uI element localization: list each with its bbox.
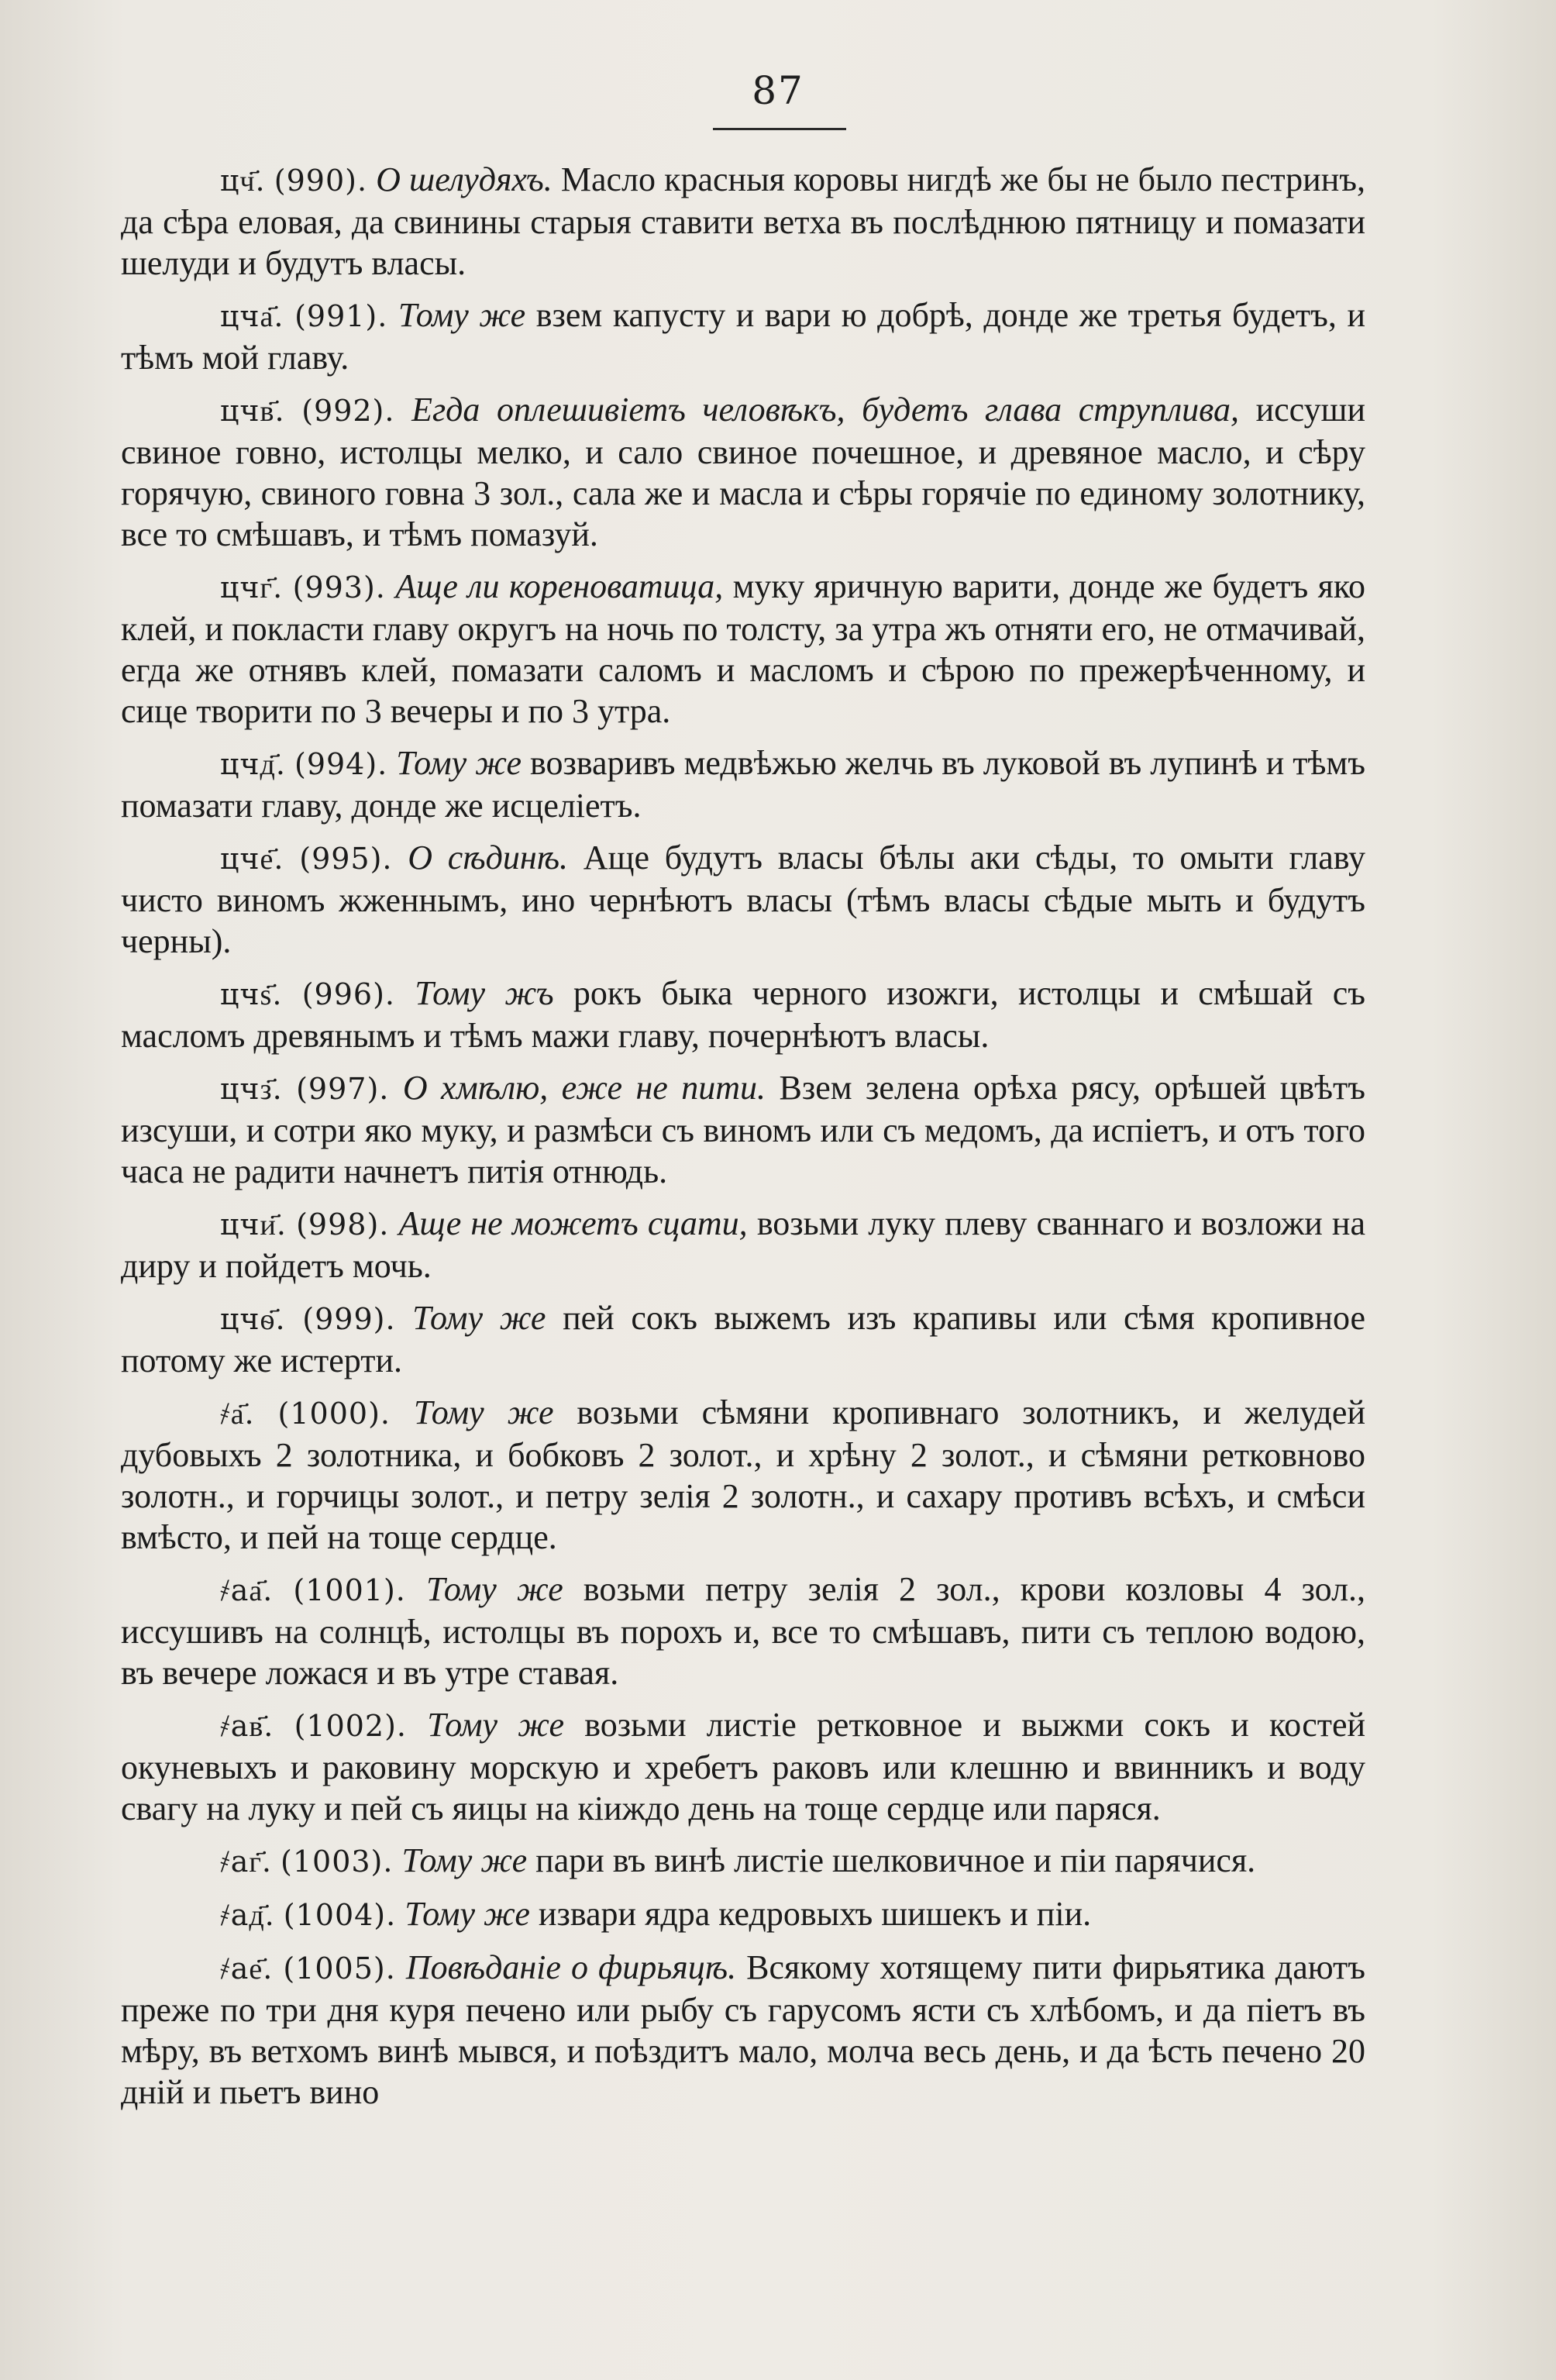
entry-993: цчг҃. (993). Аще ли кореноватица, муку яричную варити, донде же будетъ яко клей, и покласти главу округъ на ночь по толсту, за утра жъ отняти его, не отмачивай, егда же отнявъ клей, помазати саломъ и масломъ и сѣрою по прежерѣченному, и сице творити по 3 вечеры и по 3 утра. bbox=[121, 567, 1366, 730]
entry-990: цч҃. (990). О шелудяхъ. Масло красныя коровы нигдѣ же бы не было пестринъ, да сѣра еловая, да свинины старыя ставити ветха въ послѣднюю пятницу и помазати шелуди и будутъ власы. bbox=[121, 160, 1366, 282]
entry-996: цчѕ҃. (996). Тому жъ рокъ быка черного изожги, истолцы и смѣшай съ масломъ древянымъ и тѣмъ мажи главу, почернѣютъ власы. bbox=[121, 974, 1366, 1055]
entry-999: цчѳ҃. (999). Тому же пей сокъ выжемъ изъ крапивы или сѣмя кропивное потому же истерти. bbox=[121, 1299, 1366, 1379]
entry-1001: ҂аа҃. (1001). Тому же возьми петру зелія 2 зол., крови козловы 4 зол., иссушивъ на солнцѣ, истолцы въ порохъ и, все то смѣшавъ, пити съ теплою водою, въ вечере ложася и въ утре ставая. bbox=[121, 1570, 1366, 1692]
entry-991: цча҃. (991). Тому же взем капусту и вари ю добрѣ, донде же третья будетъ, и тѣмъ мой главу. bbox=[121, 296, 1366, 377]
entry-998: цчи҃. (998). Аще не можетъ сцати, возьми луку плеву сваннаго и возложи на диру и пойдетъ мочь. bbox=[121, 1204, 1365, 1285]
entry-1005: ҂ае҃. (1005). Повѣданіе о фирьяцѣ. Всякому хотящему пити фирьятика даютъ преже по три дня куря печено или рыбу съ гарусомъ ясти съ хлѣбомъ, и да піетъ въ мѣру, въ ветхомъ винѣ мывся, и поѣздитъ мало, молча весь день, и да ѣсть печено 20 днiй и пьетъ вино bbox=[121, 1948, 1365, 2111]
entry-1002: ҂ав҃. (1002). Тому же возьми листіе ретковное и выжми сокъ и костей окуневыхъ и раковину морскую и хребетъ раковъ или клешню и ввинникъ и воду свагу на луку и пей съ яицы на кіиждо день на тоще сердце или паряся. bbox=[121, 1706, 1366, 1827]
body-text bbox=[121, 159, 1365, 2123]
entry-995: цче҃. (995). О сѣдинѣ. Аще будутъ власы бѣлы аки сѣды, то омыти главу чисто виномъ жженнымъ, ино чернѣютъ власы (тѣмъ власы сѣдые мыть и будутъ черны). bbox=[121, 839, 1366, 960]
entry-1000: ҂а҃. (1000). Тому же возьми сѣмяни кропивнаго золотникъ, и желудей дубовыхъ 2 золотника, и бобковъ 2 золот., и хрѣну 2 золот., и сѣмяни ретковново золотн., и горчицы золот., и петру зелія 2 золотн., и сахару противъ всѣхъ, и смѣси вмѣсто, и пей на тоще сердце. bbox=[121, 1393, 1365, 1556]
entry-994: цчд҃. (994). Тому же возваривъ медвѣжью желчь въ луковой въ лупинѣ и тѣмъ помазати главу, донде же исцеліетъ. bbox=[121, 744, 1366, 825]
entry-1003: ҂аг҃. (1003). Тому же пари въ винѣ листіе шелковичное и піи парячися. bbox=[220, 1841, 1256, 1879]
header-rule bbox=[713, 128, 846, 130]
page-number: 87 bbox=[752, 68, 804, 113]
entry-997: цчз҃. (997). О хмѣлю, еже не пити. Взем зелена орѣха рясу, орѣшей цвѣтъ изсуши, и сотри яко муку, и размѣси съ виномъ или съ медомъ, да испіетъ, и отъ того часа не радити начнетъ питія отнюдь. bbox=[121, 1069, 1365, 1190]
entry-1004: ҂ад҃. (1004). Тому же извари ядра кедровыхъ шишекъ и піи. bbox=[220, 1895, 1092, 1933]
entry-992: цчв҃. (992). Егда оплешивіетъ человѣкъ, будетъ глава струплива, иссуши свиное говно, истолцы мелко, и сало свиное почешное, и древяное масло, и сѣру горячую, свиного говна 3 зол., сала же и масла и сѣры горячіе по единому золотнику, все то смѣшавъ, и тѣмъ помазуй. bbox=[121, 391, 1366, 553]
